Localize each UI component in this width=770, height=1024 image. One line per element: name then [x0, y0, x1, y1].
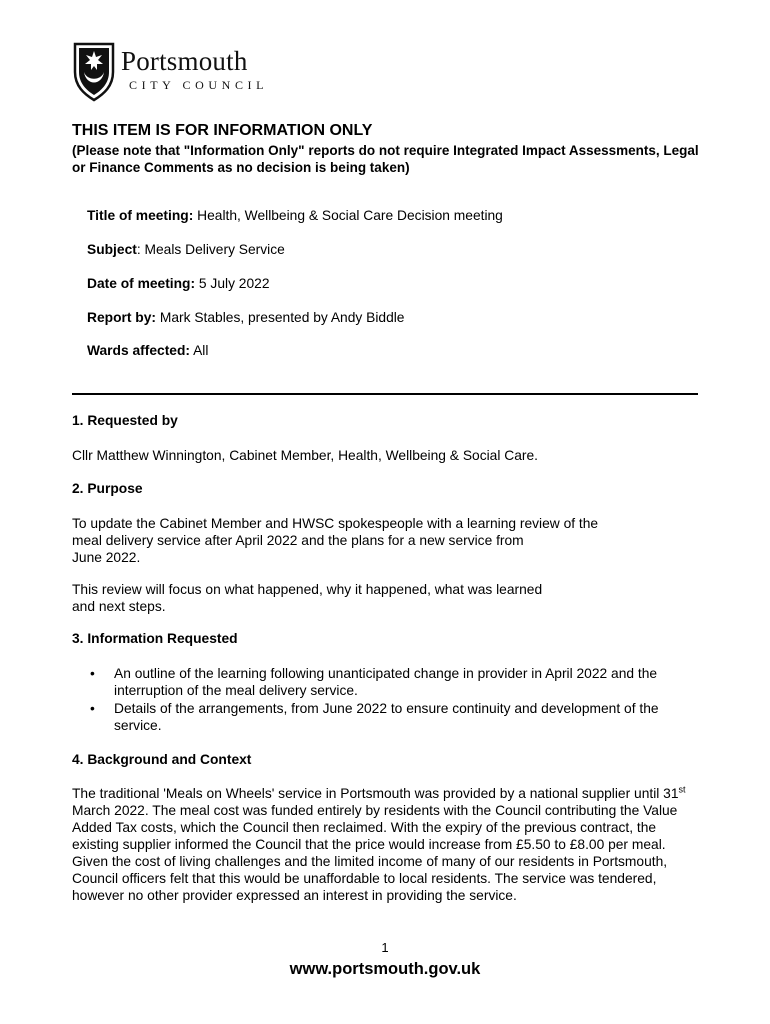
logo-name: Portsmouth — [121, 46, 248, 76]
website-url: www.portsmouth.gov.uk — [289, 960, 481, 978]
wards-label: Wards affected: — [87, 343, 190, 358]
section-1-heading: 1. Requested by — [72, 413, 178, 428]
logo-subtitle: CITY COUNCIL — [129, 78, 269, 92]
page-number: 1 — [381, 940, 389, 955]
wards-value: All — [190, 343, 209, 358]
notice-subtitle: (Please note that "Information Only" reports do not require Integrated Impact Assessments, Legal or Finance Comments as no decision is being taken) — [72, 143, 699, 175]
section-2-p1-line-1: To update the Cabinet Member and HWSC spokespeople with a learning review of the — [72, 516, 599, 531]
date-label: Date of meeting: — [87, 276, 196, 291]
list-item: • Details of the arrangements, from June 2022 to ensure continuity and development of the service. — [90, 701, 659, 733]
section-2-paragraph-1 — [72, 515, 702, 566]
report-by-label: Report by: — [87, 310, 156, 325]
subject-label: Subject — [87, 242, 137, 257]
superscript: st — [678, 784, 686, 795]
meeting-title-row — [87, 208, 503, 223]
section-4-heading: 4. Background and Context — [72, 752, 252, 767]
report-by-row — [87, 310, 405, 325]
meeting-title-label: Title of meeting: — [87, 208, 194, 223]
notice-title: THIS ITEM IS FOR INFORMATION ONLY — [72, 122, 373, 139]
section-4-text: The traditional 'Meals on Wheels' service in Portsmouth was provided by a national supplier until 31st March 2022. The meal cost was funded entirely by residents with the Council contributing the Value Added Tax costs, which the Council then reclaimed. With the expiry of the previous contract, the existing supplier informed the Council that the price would increase from £5.50 to £8.00 per meal. Given the cost of living challenges and the limited income of many of our residents in Portsmouth, Council officers felt that this would be unaffordable to local residents. The service was tendered, however no other provider expressed an interest in providing the service. — [72, 784, 686, 903]
wards-row — [87, 343, 208, 358]
section-2-p1-line-2: meal delivery service after April 2022 and the plans for a new service from — [72, 533, 524, 548]
council-logo — [72, 42, 287, 104]
section-2-p2-line-1: This review will focus on what happened, why it happened, what was learned — [72, 582, 543, 597]
information-list — [72, 665, 702, 735]
meeting-title-value: Health, Wellbeing & Social Care Decision meeting — [193, 208, 503, 223]
section-3-heading: 3. Information Requested — [72, 631, 238, 646]
section-2-p1-line-3: June 2022. — [72, 550, 141, 565]
section-1-text: Cllr Matthew Winnington, Cabinet Member, Health, Wellbeing & Social Care. — [72, 448, 538, 463]
section-2-paragraph-2 — [72, 581, 702, 615]
crest-icon — [72, 42, 116, 102]
date-value: 5 July 2022 — [195, 276, 270, 291]
section-2-heading: 2. Purpose — [72, 481, 143, 496]
list-item: • An outline of the learning following unanticipated change in provider in April 2022 and the interruption of the meal delivery service. — [90, 666, 658, 698]
date-row — [87, 276, 270, 291]
section-2-p2-line-2: and next steps. — [72, 599, 166, 614]
subject-row — [87, 242, 285, 257]
subject-value: : Meals Delivery Service — [136, 242, 285, 257]
section-divider — [72, 393, 698, 395]
report-by-value: Mark Stables, presented by Andy Biddle — [156, 310, 405, 325]
